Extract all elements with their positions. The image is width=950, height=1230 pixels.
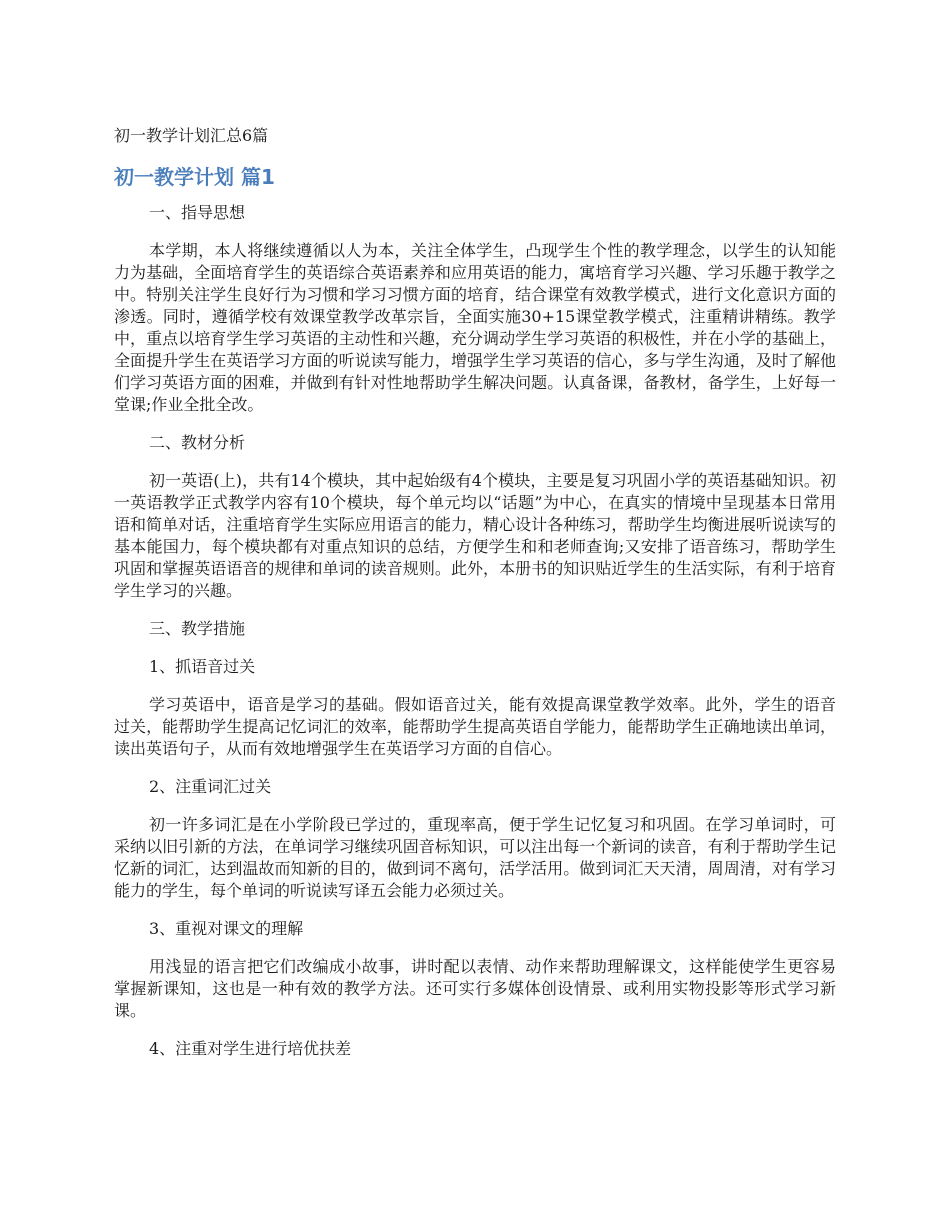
paragraph-textbook-analysis: 初一英语(上)，共有14个模块，其中起始级有4个模块，主要是复习巩固小学的英语基础知识。初一英语教学正式教学内容有10个模块，每个单元均以“话题”为中心，在真实的情境中呈现基本日常用语和简单对话，注重培育学生实际应用语言的能力，精心设计各种练习，帮助学生均衡进展听说读写的基本能国力，每个模块都有对重点知识的总结，方便学生和和老师查询;又安排了语音练习，帮助学生巩固和掌握英语语音的规律和单词的读音规则。此外，本册书的知识贴近学生的生活实际，有利于培育学生学习的兴趣。	[114, 471, 836, 600]
subheading-vocabulary: 2、注重词汇过关	[149, 777, 272, 796]
subheading-guiding-ideology: 一、指导思想	[149, 203, 246, 222]
paragraph-guiding-ideology: 本学期，本人将继续遵循以人为本，关注全体学生，凸现学生个性的教学理念，以学生的认知能力为基础，全面培育学生的英语综合英语素养和应用英语的能力，寓培育学习兴趣、学习乐趣于教学之中。特别关注学生良好行为习惯和学习习惯方面的培育，结合课堂有效教学模式，进行文化意识方面的渗透。同时，遵循学校有效课堂教学改革宗旨，全面实施30+15课堂教学模式，注重精讲精练。教学中，重点以培育学生学习英语的主动性和兴趣，充分调动学生学习英语的积极性，并在小学的基础上，全面提升学生在英语学习方面的听说读写能力，增强学生学习英语的信心，多与学生沟通，及时了解他们学习英语方面的困难，并做到有针对性地帮助学生解决问题。认真备课，备教材，备学生，上好每一堂课;作业全批全改。	[114, 241, 836, 414]
document-body	[114, 202, 836, 1060]
paragraph-vocabulary: 初一许多词汇是在小学阶段已学过的，重现率高，便于学生记忆复习和巩固。在学习单词时，可采纳以旧引新的方法，在单词学习继续巩固音标知识，可以注出每一个新词的读音，有利于帮助学生记忆新的词汇，达到温故而知新的目的，做到词不离句，活学活用。做到词汇天天清，周周清，对有学习能力的学生，每个单词的听说读写译五会能力必须过关。	[114, 815, 836, 900]
document-title: 初一教学计划汇总6篇	[114, 126, 269, 145]
subheading-textbook-analysis: 二、教材分析	[149, 433, 246, 452]
subheading-tiered-support: 4、注重对学生进行培优扶差	[149, 1039, 352, 1058]
subheading-teaching-measures: 三、教学措施	[149, 619, 246, 638]
section-heading: 初一教学计划 篇1	[114, 165, 275, 189]
subheading-text-understanding: 3、重视对课文的理解	[149, 919, 304, 938]
subheading-pronunciation: 1、抓语音过关	[149, 657, 256, 676]
paragraph-text-understanding: 用浅显的语言把它们改编成小故事，讲时配以表情、动作来帮助理解课文，这样能使学生更容易掌握新课知，这也是一种有效的教学方法。还可实行多媒体创设情景、或利用实物投影等形式学习新课。	[114, 957, 836, 1020]
paragraph-pronunciation: 学习英语中，语音是学习的基础。假如语音过关，能有效提高课堂教学效率。此外，学生的语音过关，能帮助学生提高记忆词汇的效率，能帮助学生提高英语自学能力，能帮助学生正确地读出单词，读出英语句子，从而有效地增强学生在英语学习方面的自信心。	[114, 695, 836, 758]
